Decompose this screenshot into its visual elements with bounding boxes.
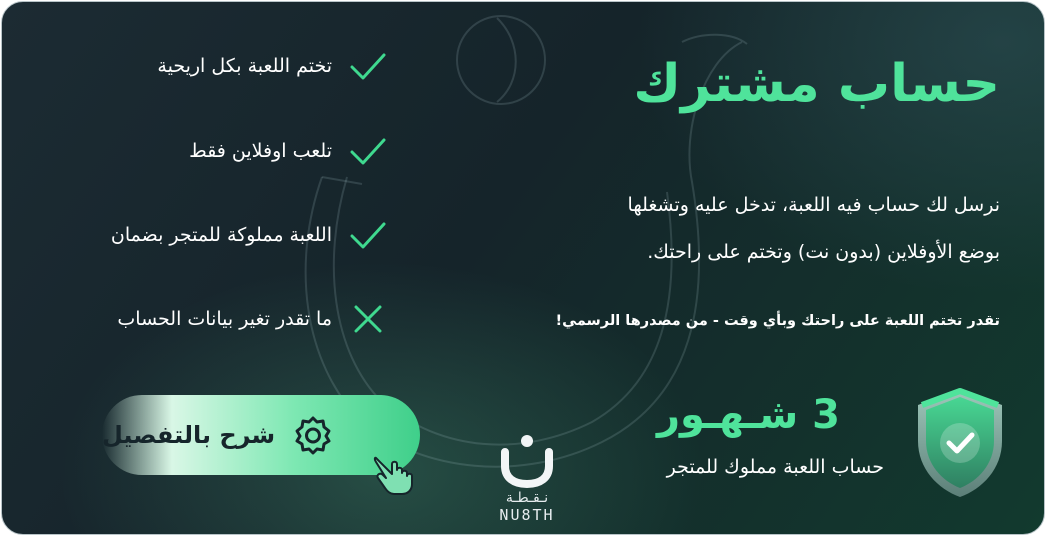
description-line-2: بوضع الأوفلاين (بدون نت) وتختم على راحتك. <box>647 241 1000 263</box>
store-logo <box>490 432 564 528</box>
details-button-label: شرح بالتفصيل <box>102 421 276 449</box>
check-icon <box>348 215 388 255</box>
page-title: حساب مشترك <box>633 54 1000 114</box>
feature-label: تختم اللعبة بكل اريحية <box>157 55 332 77</box>
ownership-label: حساب اللعبة مملوك للمتجر <box>666 456 884 478</box>
check-icon <box>348 46 388 86</box>
feature-item <box>189 131 388 171</box>
duration-label: 3 شـهـور <box>657 392 840 438</box>
cross-icon <box>348 299 388 339</box>
logo-mark-icon <box>497 432 557 488</box>
official-source-note: تقدر تختم اللعبة على راحتك وبأي وقت - من مصدرها الرسمي! <box>555 313 1000 329</box>
promo-card <box>1 1 1045 535</box>
description-line-1: نرسل لك حساب فيه اللعبة، تدخل عليه وتشغلها <box>627 194 1000 216</box>
feature-item <box>111 215 388 255</box>
description <box>520 182 1000 276</box>
logo-arabic-text: نـقـطـة <box>505 490 549 506</box>
check-icon <box>348 131 388 171</box>
pointing-hand-icon <box>372 450 418 496</box>
shield-check-icon <box>914 385 1006 501</box>
feature-item <box>157 46 388 86</box>
feature-label: تلعب اوفلاين فقط <box>189 140 332 162</box>
feature-item <box>117 299 388 339</box>
feature-label: ما تقدر تغير بيانات الحساب <box>117 308 332 330</box>
gear-icon <box>291 413 335 457</box>
feature-label: اللعبة مملوكة للمتجر بضمان <box>110 224 332 246</box>
logo-latin-text: NU8TH <box>499 506 555 524</box>
